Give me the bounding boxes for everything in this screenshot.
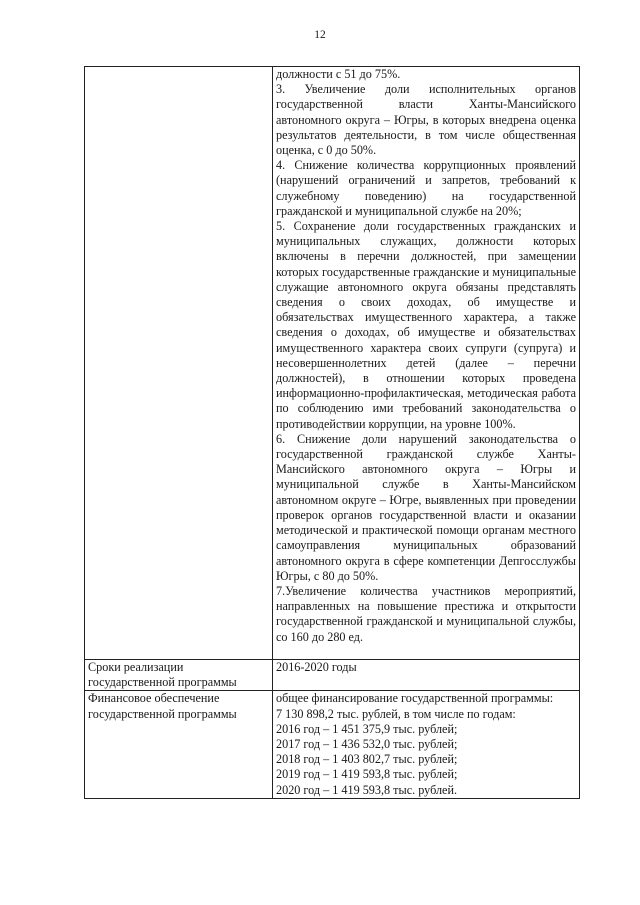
financing-line: 2020 год – 1 419 593,8 тыс. рублей. bbox=[276, 782, 458, 797]
indicator-paragraph: 4. Снижение количества коррупционных проявлений (нарушений ограничений и запретов, требований к служебному поведению) на государственной гражданской и муниципальной службе на 20%; bbox=[276, 158, 576, 218]
target-indicators-label-cell bbox=[85, 67, 273, 660]
indicator-paragraph: 6. Снижение доли нарушений законодательства о государственной гражданской службе Ханты-Мансийского автономного округа – Югры и муниципальной службе в Ханты-Мансийском автономном округе – Югре, выявленных при проведении проверок органов государственной власти и оказании методической и практической помощи органам местного самоуправления муниципальных образований автономного округа в сфере компетенции Депгосслужбы Югры, с 80 до 50%. bbox=[276, 431, 576, 583]
financing-line: 2017 год – 1 436 532,0 тыс. рублей; bbox=[276, 737, 458, 752]
financing-label: Финансовое обеспечение государственной программы bbox=[88, 691, 237, 721]
terms-value-cell bbox=[273, 660, 580, 691]
indicator-paragraph: 3. Увеличение доли исполнительных органов государственной власти Ханты-Мансийского автономного округа – Югры, в которых внедрена оценка результатов деятельности, в том числе общественная оценка, с 0 до 50%. bbox=[276, 82, 576, 158]
program-passport-table bbox=[84, 66, 580, 799]
table-row-target-indicators bbox=[85, 67, 580, 660]
financing-line: 2016 год – 1 451 375,9 тыс. рублей; bbox=[276, 721, 458, 736]
financing-value-cell bbox=[273, 691, 580, 798]
financing-line: общее финансирование государственной программы: bbox=[276, 691, 554, 706]
indicator-paragraph: 5. Сохранение доли государственных гражданских и муниципальных служащих, должности которых включены в перечни должностей, при замещении которых государственные гражданские и муниципальные служащие автономного округа обязаны представлять сведения о своих доходах, об имуществе и обязательствах имущественного характера, а также сведения о доходах, об имуществе и обязательствах имущественного характера своих супруги (супруга) и несовершеннолетних детей (далее – перечни должностей), в отношении которых проведена информационно-профилактическая, методическая работа по соблюдению ими требований законодательства о противодействии коррупции, на уровне 100%. bbox=[276, 219, 576, 431]
target-indicators-value-cell bbox=[273, 67, 580, 660]
financing-label-cell bbox=[85, 691, 273, 798]
indicator-paragraph: должности с 51 до 75%. bbox=[276, 67, 401, 81]
terms-label: Сроки реализации государственной программы bbox=[88, 660, 237, 690]
indicator-paragraph: 7.Увеличение количества участников мероприятий, направленных на повышение престижа и открытости государственной гражданской и муниципальной службы, со 160 до 280 ед. bbox=[276, 583, 576, 644]
table-row-financing bbox=[85, 691, 580, 798]
financing-line: 2019 год – 1 419 593,8 тыс. рублей; bbox=[276, 767, 458, 782]
terms-label-cell bbox=[85, 660, 273, 691]
terms-value: 2016-2020 годы bbox=[276, 660, 357, 674]
table-row-terms bbox=[85, 660, 580, 691]
page-number: 12 bbox=[314, 29, 326, 41]
financing-line: 7 130 898,2 тыс. рублей, в том числе по годам: bbox=[276, 706, 516, 721]
financing-line: 2018 год – 1 403 802,7 тыс. рублей; bbox=[276, 752, 458, 767]
